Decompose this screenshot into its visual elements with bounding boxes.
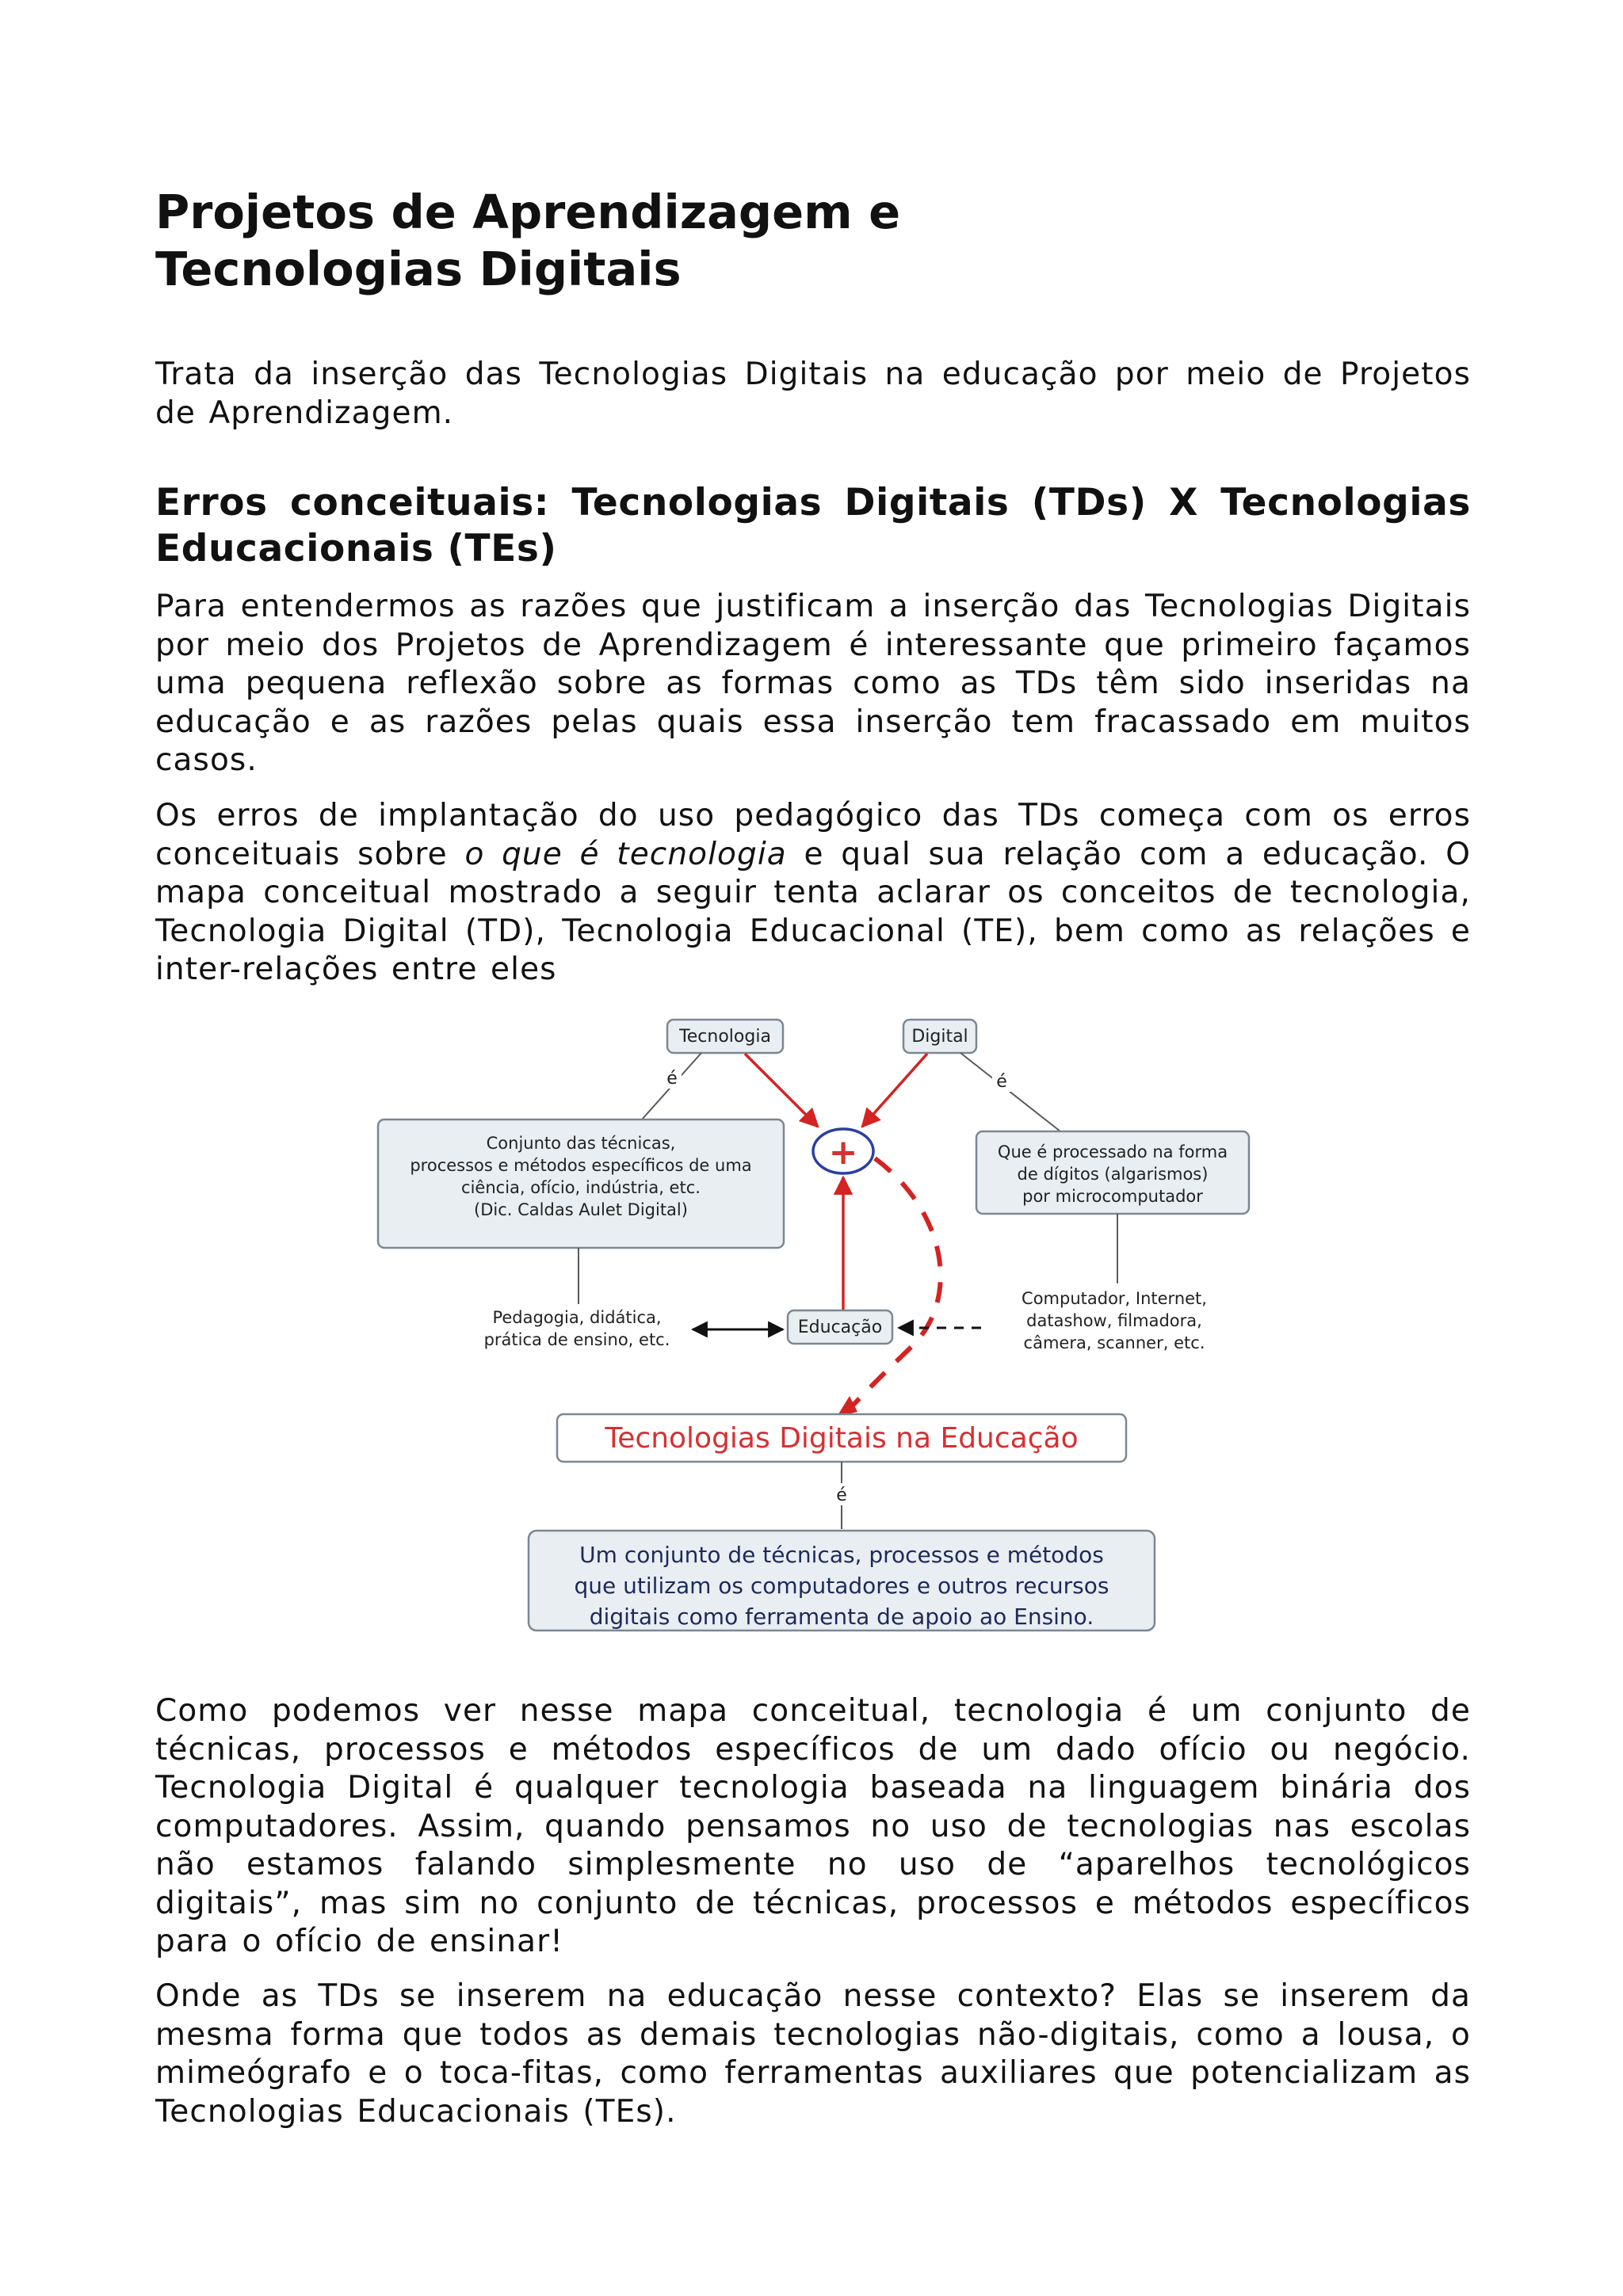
pedagogia-line1: Pedagogia, didática, bbox=[492, 1308, 662, 1327]
def-digital-line2: de dígitos (algarismos) bbox=[1017, 1165, 1209, 1184]
def-digital-line3: por microcomputador bbox=[1022, 1187, 1203, 1206]
def-tecnologia-line1: Conjunto das técnicas, bbox=[486, 1134, 676, 1153]
def-tecnologia-line3: ciência, ofício, indústria, etc. bbox=[461, 1178, 701, 1197]
def-digital-line1: Que é processado na forma bbox=[997, 1142, 1228, 1161]
page-title-line1: Projetos de Aprendizagem e bbox=[155, 185, 901, 239]
intro-paragraph: Trata da inserção das Tecnologias Digitais na educação por meio de Projetos de Aprendizagem. bbox=[155, 357, 1471, 431]
node-tecnologia-label: Tecnologia bbox=[679, 1027, 771, 1047]
dashed-curve-plus-tde bbox=[848, 1158, 941, 1410]
link-label-e-3: é bbox=[836, 1486, 847, 1505]
link-digital-def bbox=[960, 1053, 1060, 1131]
paragraph-1: Para entendermos as razões que justificam a inserção das Tecnologias Digitais por meio dos Projetos de Aprendizagem é interessante que primeiro façamos uma pequena reflexão sobre as formas como as TDs têm sido inseridas na educação e as razões pelas quais essa inserção tem fracassado em muitos casos. bbox=[155, 589, 1471, 778]
node-tde-label: Tecnologias Digitais na Educação bbox=[605, 1422, 1079, 1455]
def-tecnologia-line4: (Dic. Caldas Aulet Digital) bbox=[474, 1200, 688, 1219]
page-title-line2: Tecnologias Digitais bbox=[155, 242, 682, 296]
def-tde-line2: que utilizam os computadores e outros recursos bbox=[574, 1573, 1109, 1599]
node-educacao-label: Educação bbox=[797, 1318, 883, 1337]
def-tde-line1: Um conjunto de técnicas, processos e métodos bbox=[579, 1542, 1104, 1568]
link-label-e-1: é bbox=[666, 1069, 678, 1089]
section-heading: Erros conceituais: Tecnologias Digitais (TDs) X Tecnologias Educacionais (TEs) bbox=[155, 481, 1471, 570]
link-label-e-2: é bbox=[996, 1072, 1007, 1092]
paragraph-2-end: e qual sua relação com a educação. O mapa conceitual mostrado a seguir tenta aclarar os conceitos de tecnologia, Tecnologia Digital (TD), Tecnologia Educacional (TE), bem como as relações e inter-relações entre eles bbox=[155, 836, 1472, 987]
def-tecnologia-line2: processos e métodos específicos de uma bbox=[410, 1156, 752, 1175]
paragraph-2-start: Os erros de implantação do uso pedagógico das TDs começa com os erros conceituais sobre bbox=[155, 798, 1471, 872]
concept-map bbox=[372, 1006, 1252, 1680]
page-title bbox=[155, 184, 1471, 298]
paragraph-3: Como podemos ver nesse mapa conceitual, tecnologia é um conjunto de técnicas, processos e métodos específicos de um dado ofício ou negócio. Tecnologia Digital é qualquer tecnologia baseada na linguagem binária dos computadores. Assim, quando pensamos no uso de tecnologias nas escolas não estamos falando simplesmente no uso de “aparelhos tecnológicos digitais”, mas sim no conjunto de técnicas, processos e métodos específicos para o ofício de ensinar! bbox=[155, 1693, 1471, 1959]
pedagogia-line2: prática de ensino, etc. bbox=[483, 1330, 670, 1349]
aparelhos-line2: datashow, filmadora, bbox=[1026, 1311, 1202, 1330]
def-tde-line3: digitais como ferramenta de apoio ao Ensino. bbox=[589, 1604, 1094, 1630]
paragraph-2 bbox=[155, 797, 1471, 990]
aparelhos-line3: câmera, scanner, etc. bbox=[1023, 1333, 1205, 1352]
arrow-digital-plus bbox=[862, 1054, 927, 1127]
arrow-tecnologia-plus bbox=[745, 1054, 818, 1127]
paragraph-2-italic: o que é tecnologia bbox=[464, 836, 787, 872]
node-digital-label: Digital bbox=[911, 1027, 968, 1047]
paragraph-4: Onde as TDs se inserem na educação nesse contexto? Elas se inserem da mesma forma que todos as demais tecnologias não-digitais, como a lousa, o mimeógrafo e o toca-fitas, como ferramentas auxiliares que potencializam as Tecnologias Educacionais (TEs). bbox=[155, 1978, 1471, 2130]
aparelhos-line1: Computador, Internet, bbox=[1022, 1289, 1207, 1308]
plus-sign: + bbox=[828, 1132, 858, 1173]
